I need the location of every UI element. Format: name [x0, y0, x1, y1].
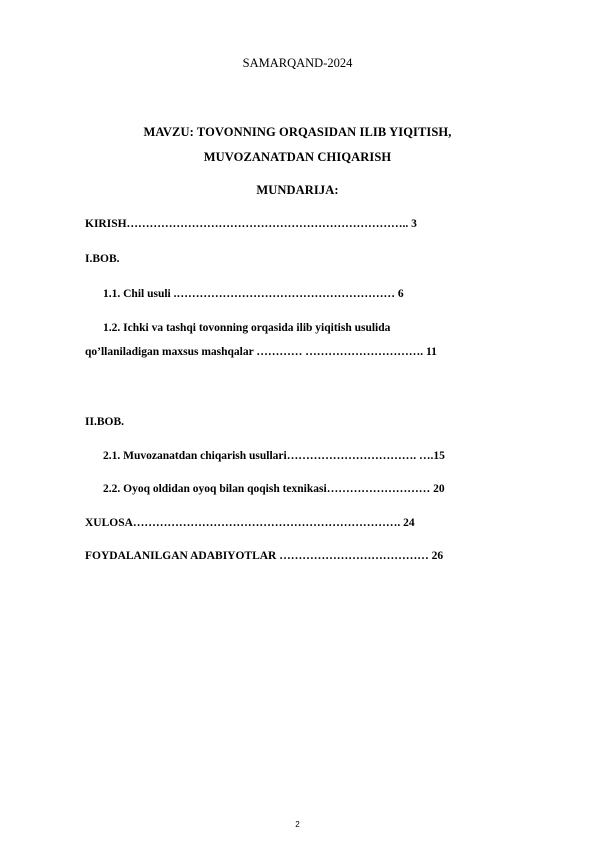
contents-heading: MUNDARIJA:: [256, 183, 339, 197]
toc-chapter-1-heading: I.BOB.: [85, 253, 120, 265]
toc-entry-references: FOYDALANILGAN ADABIYOTLAR ………………………………… 26: [85, 550, 444, 562]
toc-entry-1-2-line-1: 1.2. Ichki va tashqi tovonning orqasida ilib yiqitish usulida: [103, 322, 391, 334]
topic-title-line-1: MAVZU: TOVONNING ORQASIDAN ILIB YIQITISH,: [143, 125, 452, 139]
toc-entry-1-2-line-2: qo’llaniladigan maxsus mashqalar ………… …………………………. 11: [85, 346, 437, 358]
toc-entry-kirish: KIRISH……………………………………………………………….. 3: [85, 218, 417, 230]
toc-entry-2-1: 2.1. Muvozanatdan chiqarish usullari……………………………. ….15: [103, 450, 445, 462]
city-year-header: SAMARQAND-2024: [242, 56, 353, 70]
toc-chapter-2-heading: II.BOB.: [85, 416, 124, 428]
toc-entry-2-2: 2.2. Oyoq oldidan oyoq bilan qoqish texnikasi……………………… 20: [103, 483, 445, 495]
topic-title-line-2: MUVOZANATDAN CHIQARISH: [203, 150, 392, 164]
page-number: 2: [295, 820, 300, 829]
toc-entry-xulosa: XULOSA……………………………………………………………. 24: [85, 517, 415, 529]
toc-entry-1-1: 1.1. Chil usuli .………………………………………………… 6: [103, 288, 404, 300]
